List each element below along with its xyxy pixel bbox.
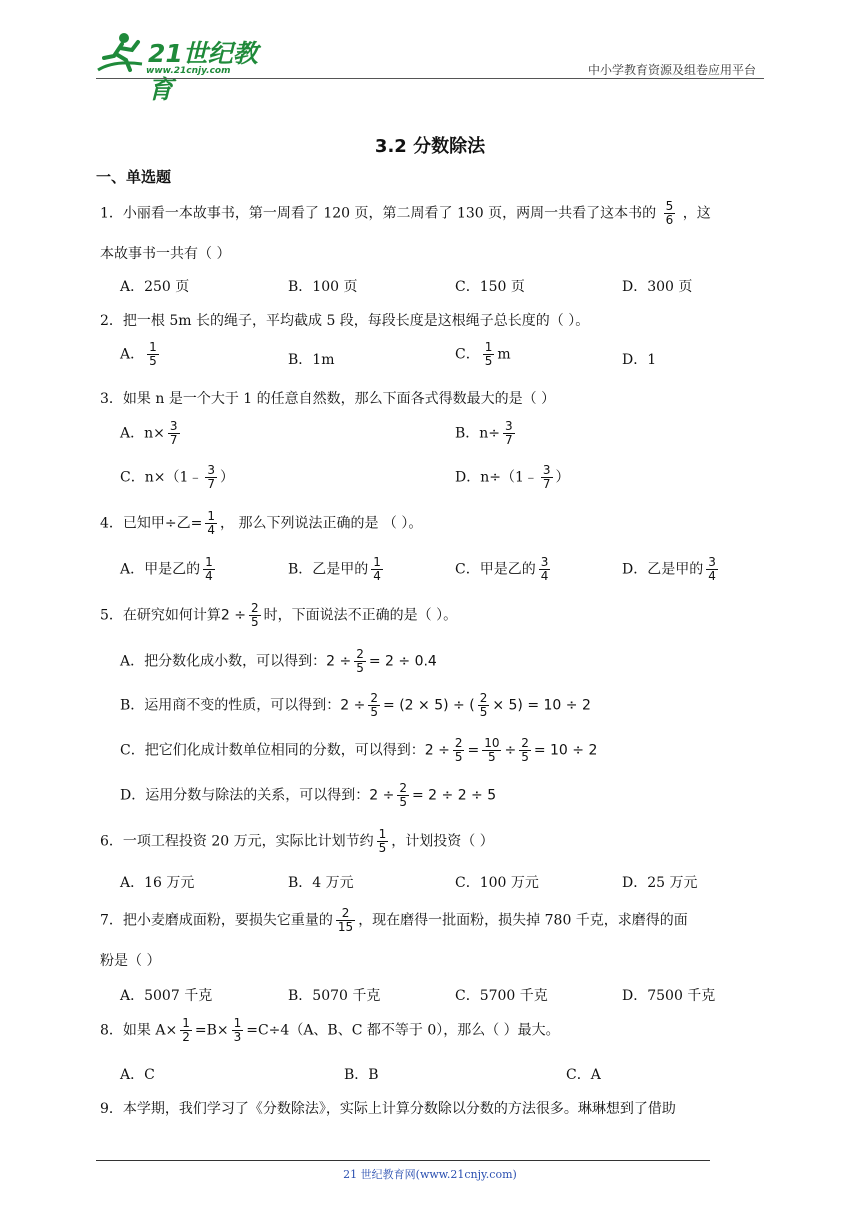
option-c[interactable]: C．甲是乙的 $\frac{3}{4}$ bbox=[455, 555, 549, 584]
question-text: 1．小丽看一本故事书，第一周看了 120 页，第二周看了 130 页，两周一共看了这本书的 bbox=[100, 205, 657, 222]
runner-icon bbox=[94, 30, 146, 76]
option-c[interactable]: C．把它们化成计数单位相同的分数，可以得到：2 ÷ $\frac{2}{5}$ = $\frac{10}{5}$ ÷ $\frac{2}{5}$ = 10 ÷ 2 bbox=[120, 736, 598, 765]
question-text: ，这 bbox=[682, 205, 711, 222]
footer-divider bbox=[96, 1160, 710, 1161]
option-d[interactable]: D．乙是甲的 $\frac{3}{4}$ bbox=[622, 555, 716, 584]
question-1-cont: 本故事书一共有（ ） bbox=[100, 246, 231, 262]
question-4: 4．已知甲÷乙= $\frac{1}{4}$ ， 那么下列说法正确的是 （ ）。 bbox=[100, 509, 423, 538]
question-7-cont: 粉是（ ） bbox=[100, 953, 161, 969]
question-8: 8．如果 A× $\frac{1}{2}$ =B× $\frac{1}{3}$ =C÷4（A、B、C 都不等于 0），那么（ ）最大。 bbox=[100, 1016, 560, 1045]
option-a[interactable]: A．250 页 bbox=[120, 279, 190, 295]
option-d[interactable]: D．300 页 bbox=[622, 279, 693, 295]
option-a[interactable]: A．5007 千克 bbox=[120, 988, 213, 1004]
option-b[interactable]: B．1m bbox=[288, 352, 335, 368]
question-5: 5．在研究如何计算2 ÷ $\frac{2}{5}$ 时，下面说法不正确的是（ ）。 bbox=[100, 601, 458, 630]
option-b[interactable]: B．乙是甲的 $\frac{1}{4}$ bbox=[288, 555, 381, 584]
option-a[interactable]: A．把分数化成小数，可以得到：2 ÷ $\frac{2}{5}$ = 2 ÷ 0.4 bbox=[120, 647, 437, 676]
fraction: $\frac{5}{6}$ bbox=[665, 199, 674, 228]
option-d[interactable]: D．1 bbox=[622, 352, 657, 368]
option-a[interactable]: A．n× $\frac{3}{7}$ bbox=[120, 419, 178, 448]
section-heading: 一、单选题 bbox=[96, 168, 172, 186]
page-title: 3.2 分数除法 bbox=[374, 136, 486, 157]
header-tagline: 中小学教育资源及组卷应用平台 bbox=[587, 63, 756, 77]
option-a[interactable]: A．16 万元 bbox=[120, 875, 195, 891]
option-c[interactable]: C．100 万元 bbox=[455, 875, 539, 891]
question-9: 9．本学期，我们学习了《分数除法》，实际上计算分数除以分数的方法很多。琳琳想到了借助 bbox=[100, 1101, 676, 1117]
option-c[interactable]: C．n×（1﹣ $\frac{3}{7}$ ） bbox=[120, 463, 235, 492]
option-c[interactable]: C． $\frac{1}{5}$ m bbox=[455, 340, 511, 369]
question-2: 2．把一根 5m 长的绳子，平均截成 5 段，每段长度是这根绳子总长度的（ ）。 bbox=[100, 313, 590, 329]
header-divider bbox=[96, 78, 764, 79]
option-b[interactable]: B．n÷ $\frac{3}{7}$ bbox=[455, 419, 513, 448]
option-c[interactable]: C．A bbox=[566, 1067, 601, 1083]
brand-logo bbox=[94, 30, 264, 104]
option-d[interactable]: D．7500 千克 bbox=[622, 988, 716, 1004]
option-a[interactable]: A．甲是乙的 $\frac{1}{4}$ bbox=[120, 555, 213, 584]
footer-link[interactable]: 21 世纪教育网(www.21cnjy.com) bbox=[343, 1168, 517, 1181]
option-b[interactable]: B．100 页 bbox=[288, 279, 358, 295]
question-7: 7．把小麦磨成面粉，要损失它重量的 $\frac{2}{15}$ ，现在磨得一批面粉，损失掉 780 千克，求磨得的面 bbox=[100, 906, 688, 935]
option-b[interactable]: B．5070 千克 bbox=[288, 988, 381, 1004]
brand-url: www.21cnjy.com bbox=[146, 66, 231, 76]
option-b[interactable]: B．4 万元 bbox=[288, 875, 354, 891]
question-3: 3．如果 n 是一个大于 1 的任意自然数，那么下面各式得数最大的是（ ） bbox=[100, 391, 556, 407]
option-d[interactable]: D．25 万元 bbox=[622, 875, 698, 891]
option-c[interactable]: C．150 页 bbox=[455, 279, 525, 295]
option-a[interactable]: A． $\frac{1}{5}$ bbox=[120, 340, 157, 369]
option-d[interactable]: D．n÷（1﹣ $\frac{3}{7}$ ） bbox=[455, 463, 570, 492]
question-1 bbox=[100, 200, 711, 227]
option-b[interactable]: B．运用商不变的性质，可以得到：2 ÷ $\frac{2}{5}$ = (2 × 5) ÷ ( $\frac{2}{5}$ × 5) = 10 ÷ 2 bbox=[120, 691, 591, 720]
option-a[interactable]: A．C bbox=[120, 1067, 155, 1083]
option-b[interactable]: B．B bbox=[344, 1067, 379, 1083]
question-6: 6．一项工程投资 20 万元，实际比计划节约 $\frac{1}{5}$ ，计划投资（ ） bbox=[100, 827, 494, 856]
brand-name: 21世纪教育 bbox=[148, 39, 258, 104]
option-d[interactable]: D．运用分数与除法的关系，可以得到：2 ÷ $\frac{2}{5}$ = 2 ÷ 2 ÷ 5 bbox=[120, 781, 497, 810]
option-c[interactable]: C．5700 千克 bbox=[455, 988, 548, 1004]
